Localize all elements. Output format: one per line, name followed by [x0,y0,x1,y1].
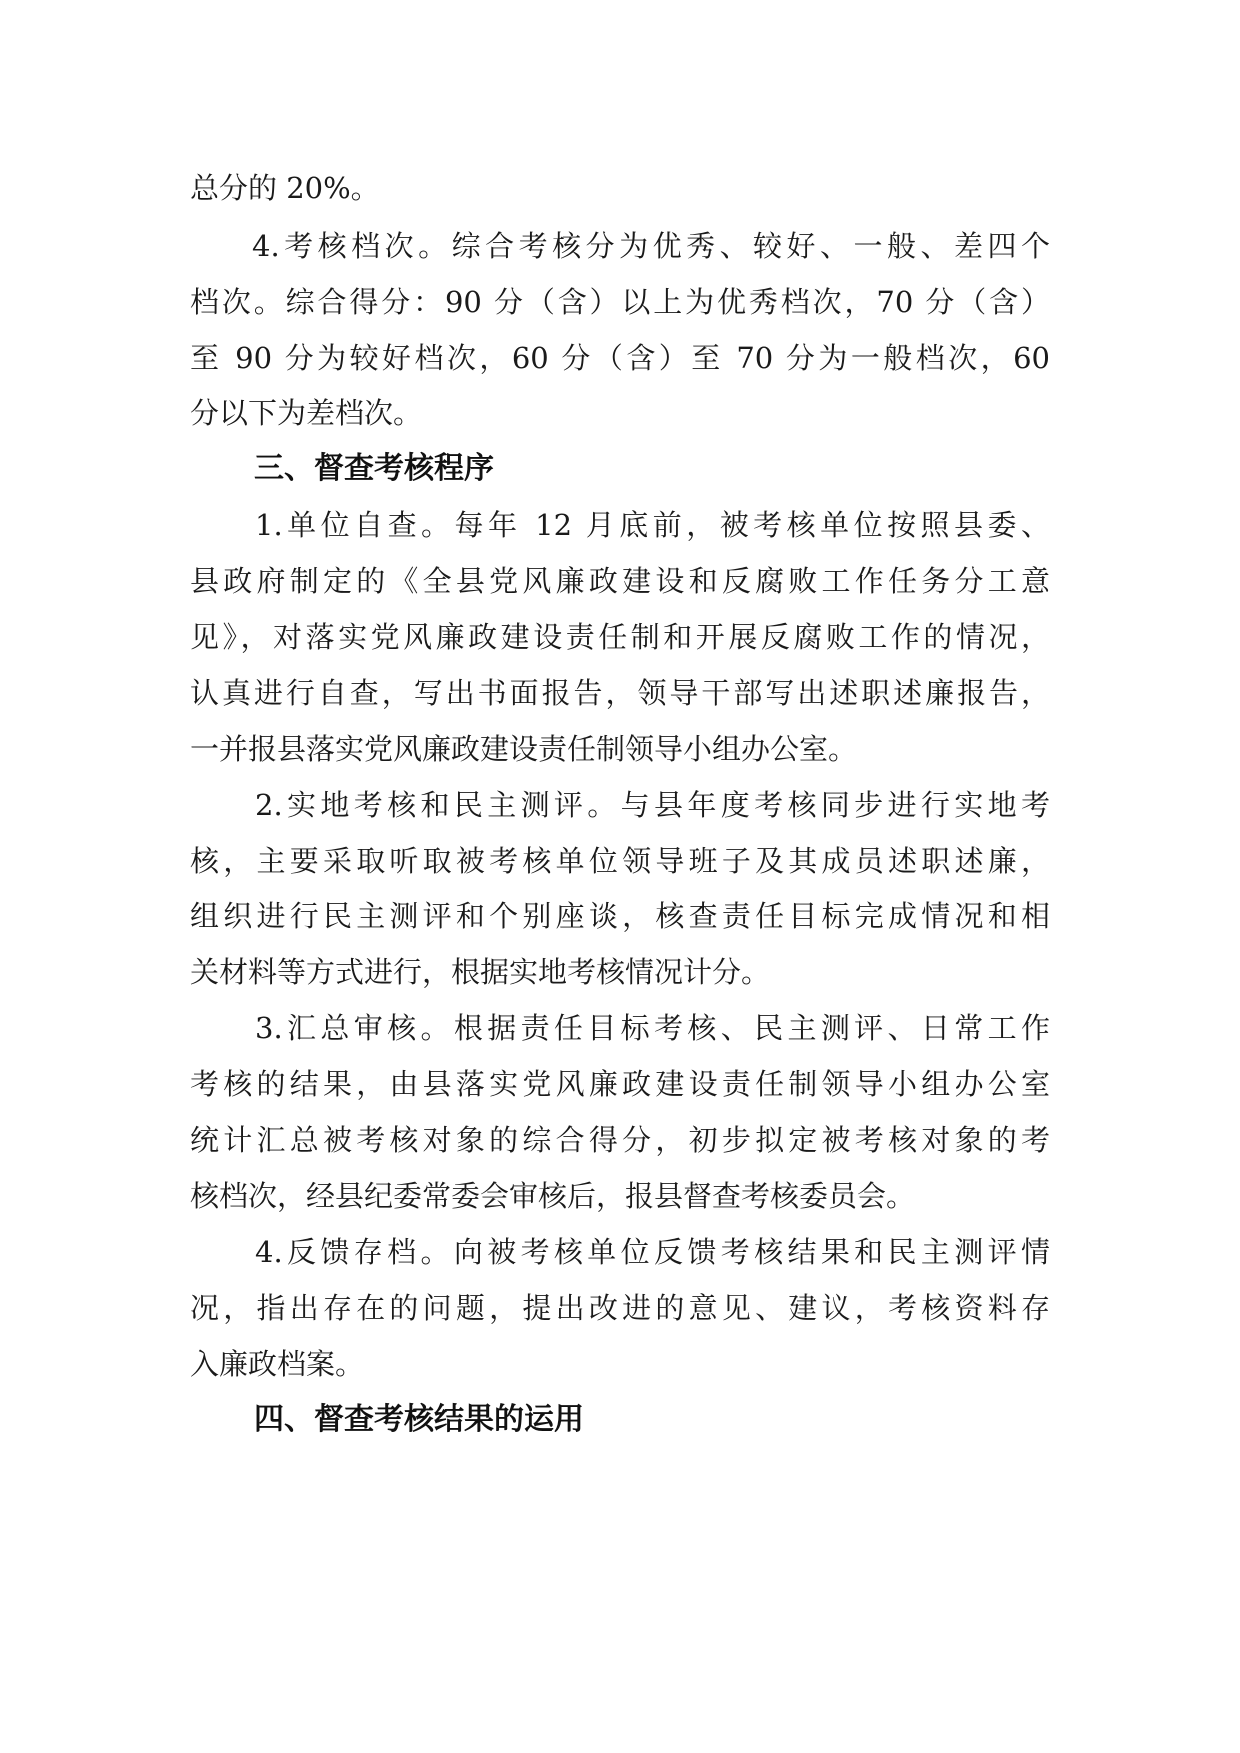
paragraph-line: 总分的 20%。 [190,171,380,205]
paragraph-line: 况，指出存在的问题，提出改进的意见、建议，考核资料存 [190,1291,1050,1325]
paragraph-line: 关材料等方式进行，根据实地考核情况计分。 [190,955,771,989]
paragraph-line: 档次。综合得分：90 分（含）以上为优秀档次，70 分（含） [190,285,1050,319]
paragraph-line: 组织进行民主测评和个别座谈，核查责任目标完成情况和相 [190,899,1050,933]
paragraph-line: 1.单位自查。每年 12 月底前，被考核单位按照县委、 [255,508,1050,542]
paragraph-line: 4.反馈存档。向被考核单位反馈考核结果和民主测评情 [255,1235,1050,1269]
paragraph-line: 至 90 分为较好档次，60 分（含）至 70 分为一般档次，60 [190,341,1050,375]
paragraph-line: 统计汇总被考核对象的综合得分，初步拟定被考核对象的考 [190,1123,1050,1157]
paragraph-line: 核档次，经县纪委常委会审核后，报县督查考核委员会。 [190,1179,916,1213]
paragraph-line: 入廉政档案。 [190,1347,365,1381]
paragraph-line: 分以下为差档次。 [190,396,423,430]
section-heading: 四、督查考核结果的运用 [254,1402,584,1437]
paragraph-line: 考核的结果，由县落实党风廉政建设责任制领导小组办公室 [190,1067,1050,1101]
paragraph-line: 认真进行自查，写出书面报告，领导干部写出述职述廉报告， [190,676,1050,710]
paragraph-line: 县政府制定的《全县党风廉政建设和反腐败工作任务分工意 [190,564,1050,598]
paragraph-line: 核，主要采取听取被考核单位领导班子及其成员述职述廉， [190,844,1050,878]
paragraph-line: 2.实地考核和民主测评。与县年度考核同步进行实地考 [255,788,1050,822]
paragraph-line: 一并报县落实党风廉政建设责任制领导小组办公室。 [190,732,858,766]
paragraph-line: 4.考核档次。综合考核分为优秀、较好、一般、差四个 [252,229,1050,263]
paragraph-line: 3.汇总审核。根据责任目标考核、民主测评、日常工作 [255,1011,1050,1045]
section-heading: 三、督查考核程序 [254,451,494,486]
paragraph-line: 见》，对落实党风廉政建设责任制和开展反腐败工作的情况， [190,620,1050,654]
